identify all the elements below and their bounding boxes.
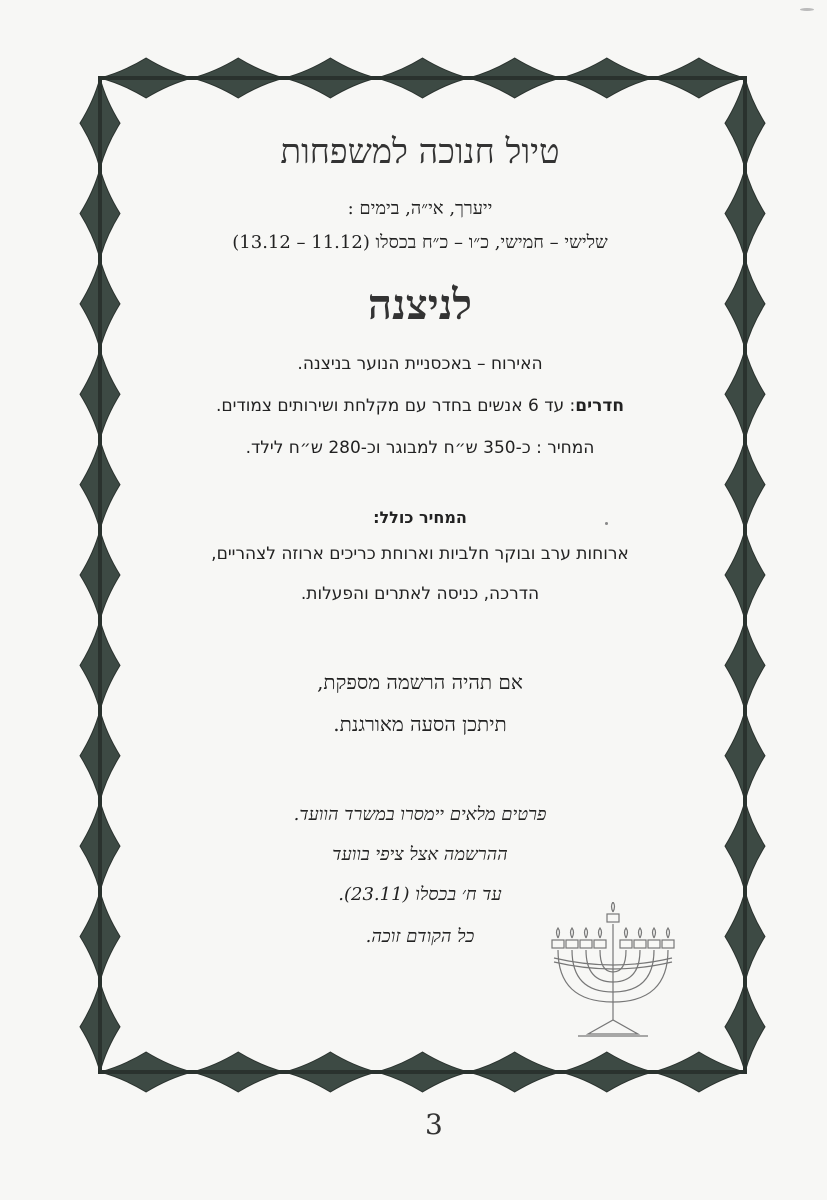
condition-line-1: אם תהיה הרשמה מספקת, <box>317 670 523 694</box>
rooms-label: חדרים <box>575 396 625 416</box>
scan-speck <box>800 8 814 11</box>
condition-line-2: תיתכן הסעה מאורגנת. <box>333 712 507 736</box>
page-number: 3 <box>425 1108 443 1141</box>
rooms-info <box>120 396 720 416</box>
rooms-text: : עד 6 אנשים בחדר עם מקלחת ושירותים צמודים. <box>215 396 576 416</box>
details-line-4: כל הקודם זוכה. <box>365 926 475 947</box>
lodging-info: האירוח – באכסניית הנוער בניצנה. <box>297 354 543 374</box>
includes-line-1: ארוחות ערב ובוקר חלביות וארוחת כריכים ארוזה לצהריים, <box>211 544 629 564</box>
price-info: המחיר : כ-350 ש״ח למבוגר וכ-280 ש״ח לילד. <box>245 438 595 458</box>
includes-heading: המחיר כולל: <box>373 508 467 527</box>
details-line-2: ההרשמה אצל ציפי בוועד <box>332 844 508 865</box>
subtitle-line-1: ייערך, אי״ה, בימים : <box>347 198 493 219</box>
details-line-3: עד ח׳ בכסלו (23.11). <box>338 884 502 905</box>
details-line-1: פרטים מלאים יימסרו במשרד הוועד. <box>293 804 547 825</box>
includes-line-2: הדרכה, כניסה לאתרים והפעלות. <box>300 584 540 604</box>
scan-speck <box>605 522 608 525</box>
flyer-title: טיול חנוכה למשפחות <box>280 132 560 172</box>
menorah-icon <box>548 902 678 1042</box>
destination-heading: לניצנה <box>367 280 473 329</box>
subtitle-dates: שלישי – חמישי, כ״ו – כ״ח בכסלו (11.12 – 13.12) <box>232 232 608 253</box>
